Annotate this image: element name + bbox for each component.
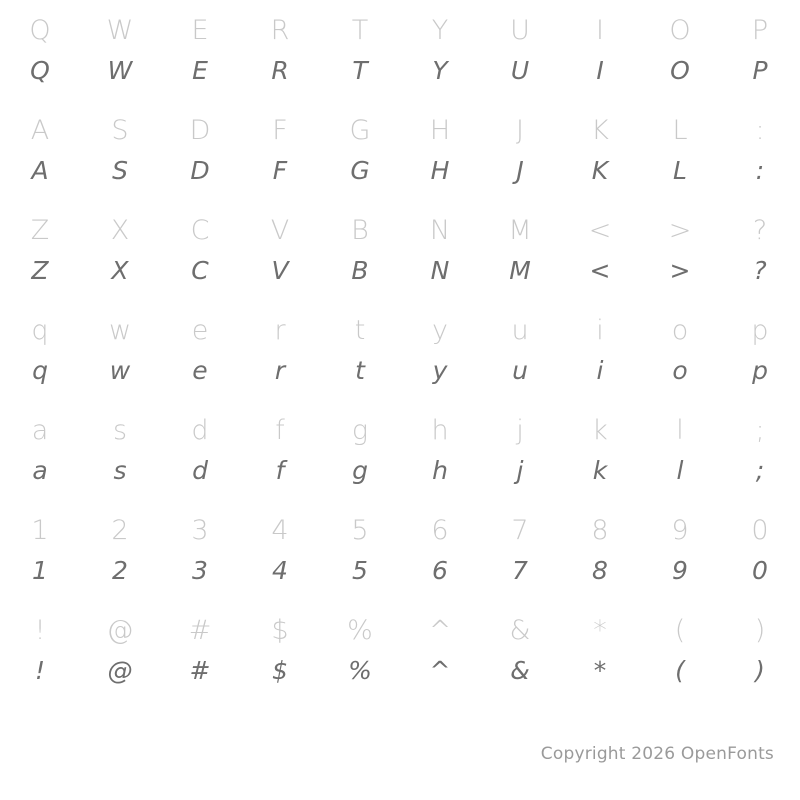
- glyph-cell: [320, 200, 400, 300]
- glyph-cell: [240, 0, 320, 100]
- glyph-cell: [0, 200, 80, 300]
- glyph-cell: [400, 600, 480, 700]
- glyph-cell: [320, 600, 400, 700]
- glyph-sample: B: [351, 255, 369, 285]
- glyph-sample: M: [509, 255, 531, 285]
- glyph-cell: [720, 500, 800, 600]
- glyph-cell: [320, 0, 400, 100]
- glyph-sample: 1: [32, 555, 48, 585]
- glyph-sample: F: [272, 155, 288, 185]
- glyph-key: C: [190, 214, 210, 246]
- glyph-sample: J: [516, 155, 524, 185]
- glyph-key: 3: [191, 514, 209, 546]
- glyph-cell: [320, 400, 400, 500]
- glyph-cell: [640, 0, 720, 100]
- glyph-key: &: [509, 614, 531, 646]
- glyph-key: D: [189, 114, 211, 146]
- glyph-sample: $: [272, 655, 288, 685]
- glyph-cell: [0, 100, 80, 200]
- glyph-sample: 3: [192, 555, 208, 585]
- glyph-key: i: [596, 314, 604, 346]
- glyph-cell: [160, 0, 240, 100]
- glyph-sample: K: [591, 155, 609, 185]
- glyph-key: Q: [29, 14, 51, 46]
- glyph-key: 2: [111, 514, 129, 546]
- glyph-key: R: [270, 14, 290, 46]
- glyph-key: T: [351, 14, 369, 46]
- glyph-sample: d: [192, 455, 208, 485]
- glyph-cell: [240, 300, 320, 400]
- glyph-sample: O: [670, 55, 690, 85]
- glyph-key: 4: [271, 514, 289, 546]
- glyph-cell: [160, 200, 240, 300]
- glyph-key: G: [349, 114, 371, 146]
- glyph-key: *: [593, 614, 607, 646]
- glyph-cell: [80, 400, 160, 500]
- glyph-key: e: [191, 314, 209, 346]
- glyph-key: (: [674, 614, 686, 646]
- copyright-notice: Copyright 2026 OpenFonts: [540, 744, 774, 764]
- glyph-sample: X: [111, 255, 129, 285]
- glyph-sample: i: [596, 355, 604, 385]
- glyph-sample: ;: [755, 455, 765, 485]
- glyph-key: l: [676, 414, 684, 446]
- glyph-cell: [400, 500, 480, 600]
- glyph-sample: 4: [272, 555, 288, 585]
- glyph-sample: %: [348, 655, 372, 685]
- glyph-key: I: [596, 14, 604, 46]
- glyph-cell: [160, 300, 240, 400]
- glyph-cell: [720, 300, 800, 400]
- glyph-key: J: [516, 114, 524, 146]
- glyph-cell: [160, 100, 240, 200]
- glyph-key: !: [34, 614, 46, 646]
- glyph-cell: [160, 400, 240, 500]
- glyph-sample: Q: [30, 55, 50, 85]
- glyph-sample: j: [516, 455, 524, 485]
- glyph-key: q: [31, 314, 49, 346]
- glyph-sample: t: [355, 355, 365, 385]
- glyph-key: N: [429, 214, 451, 246]
- glyph-key: U: [510, 14, 530, 46]
- glyph-sample: y: [432, 355, 448, 385]
- glyph-cell: [560, 500, 640, 600]
- glyph-cell: [640, 500, 720, 600]
- glyph-key: 7: [511, 514, 529, 546]
- glyph-key: :: [755, 114, 765, 146]
- glyph-key: V: [270, 214, 290, 246]
- glyph-key: p: [751, 314, 769, 346]
- glyph-key: B: [351, 214, 369, 246]
- glyph-sample: 6: [432, 555, 448, 585]
- glyph-cell: [320, 300, 400, 400]
- glyph-key: w: [108, 314, 132, 346]
- glyph-sample: *: [593, 655, 607, 685]
- glyph-sample: <: [589, 255, 611, 285]
- glyph-cell: [560, 200, 640, 300]
- glyph-cell: [320, 500, 400, 600]
- glyph-sample: A: [31, 155, 49, 185]
- glyph-sample: @: [107, 655, 133, 685]
- glyph-key: ): [754, 614, 766, 646]
- glyph-key: H: [429, 114, 451, 146]
- glyph-key: y: [432, 314, 448, 346]
- glyph-sample: T: [352, 55, 368, 85]
- glyph-key: h: [431, 414, 449, 446]
- glyph-cell: [480, 0, 560, 100]
- glyph-cell: [480, 600, 560, 700]
- glyph-key: #: [188, 614, 212, 646]
- glyph-sample: 8: [592, 555, 608, 585]
- glyph-cell: [640, 400, 720, 500]
- glyph-key: 9: [671, 514, 689, 546]
- glyph-cell: [400, 400, 480, 500]
- glyph-sample: k: [592, 455, 608, 485]
- glyph-sample: p: [752, 355, 768, 385]
- glyph-sample: L: [673, 155, 687, 185]
- glyph-key: ?: [752, 214, 768, 246]
- glyph-key: Z: [30, 214, 50, 246]
- glyph-sample: E: [192, 55, 208, 85]
- glyph-key: S: [111, 114, 129, 146]
- glyph-key: %: [347, 614, 373, 646]
- glyph-sample: I: [596, 55, 604, 85]
- glyph-cell: [80, 100, 160, 200]
- glyph-key: s: [112, 414, 128, 446]
- glyph-sample: V: [271, 255, 289, 285]
- glyph-cell: [0, 300, 80, 400]
- glyph-key: a: [31, 414, 49, 446]
- glyph-sample: (: [675, 655, 685, 685]
- glyph-cell: [480, 200, 560, 300]
- glyph-key: L: [672, 114, 688, 146]
- glyph-key: o: [671, 314, 689, 346]
- glyph-sample: s: [113, 455, 127, 485]
- glyph-key: <: [588, 214, 612, 246]
- glyph-key: 6: [431, 514, 449, 546]
- glyph-cell: [0, 500, 80, 600]
- glyph-key: g: [351, 414, 369, 446]
- glyph-key: K: [591, 114, 609, 146]
- glyph-cell: [560, 0, 640, 100]
- glyph-key: A: [30, 114, 50, 146]
- glyph-sample: r: [274, 355, 286, 385]
- glyph-key: Y: [431, 14, 449, 46]
- glyph-sample: f: [275, 455, 285, 485]
- glyph-cell: [480, 500, 560, 600]
- glyph-key: r: [274, 314, 286, 346]
- glyph-cell: [400, 300, 480, 400]
- glyph-sample: :: [755, 155, 765, 185]
- glyph-key: 0: [751, 514, 769, 546]
- glyph-cell: [480, 400, 560, 500]
- glyph-sample: 2: [112, 555, 128, 585]
- glyph-cell: [560, 600, 640, 700]
- glyph-sample: o: [672, 355, 688, 385]
- glyph-key: u: [511, 314, 529, 346]
- glyph-cell: [720, 600, 800, 700]
- glyph-sample: 0: [752, 555, 768, 585]
- glyph-sample: 5: [352, 555, 368, 585]
- glyph-key: f: [275, 414, 285, 446]
- glyph-key: 5: [351, 514, 369, 546]
- glyph-sample: 9: [672, 555, 688, 585]
- glyph-key: W: [106, 14, 134, 46]
- glyph-sample: a: [32, 455, 48, 485]
- glyph-key: 8: [591, 514, 609, 546]
- glyph-sample: R: [271, 55, 289, 85]
- glyph-key: j: [516, 414, 524, 446]
- glyph-cell: [160, 500, 240, 600]
- glyph-cell: [80, 200, 160, 300]
- glyph-sample: Y: [432, 55, 448, 85]
- glyph-cell: [240, 200, 320, 300]
- glyph-cell: [560, 400, 640, 500]
- glyph-sample: #: [189, 655, 211, 685]
- glyph-cell: [80, 600, 160, 700]
- glyph-sample: S: [112, 155, 128, 185]
- glyph-cell: [240, 600, 320, 700]
- glyph-cell: [560, 100, 640, 200]
- glyph-key: >: [668, 214, 692, 246]
- glyph-cell: [0, 0, 80, 100]
- glyph-sample: !: [34, 655, 46, 685]
- glyph-sample: P: [752, 55, 768, 85]
- glyph-key: F: [272, 114, 288, 146]
- glyph-sample: h: [432, 455, 448, 485]
- glyph-cell: [640, 200, 720, 300]
- glyph-key: ;: [755, 414, 765, 446]
- glyph-cell: [720, 100, 800, 200]
- glyph-cell: [400, 100, 480, 200]
- glyph-key: M: [508, 214, 532, 246]
- glyph-key: d: [191, 414, 209, 446]
- glyph-sample: U: [510, 55, 530, 85]
- glyph-sample: u: [512, 355, 528, 385]
- glyph-sample: Z: [31, 255, 49, 285]
- glyph-key: E: [191, 14, 209, 46]
- glyph-key: t: [354, 314, 366, 346]
- glyph-cell: [240, 500, 320, 600]
- glyph-cell: [720, 0, 800, 100]
- glyph-cell: [720, 400, 800, 500]
- glyph-key: k: [592, 414, 608, 446]
- glyph-sample: e: [192, 355, 208, 385]
- glyph-key: X: [110, 214, 130, 246]
- glyph-cell: [400, 0, 480, 100]
- glyph-sample: W: [107, 55, 133, 85]
- glyph-sample: D: [190, 155, 210, 185]
- glyph-key: ^: [428, 614, 452, 646]
- glyph-cell: [160, 600, 240, 700]
- glyph-cell: [320, 100, 400, 200]
- glyph-key: $: [271, 614, 289, 646]
- glyph-cell: [0, 400, 80, 500]
- glyph-sample: w: [109, 355, 131, 385]
- glyph-sample: N: [430, 255, 450, 285]
- glyph-cell: [80, 300, 160, 400]
- glyph-sample: H: [430, 155, 450, 185]
- glyph-cell: [720, 200, 800, 300]
- glyph-cell: [640, 600, 720, 700]
- glyph-cell: [640, 300, 720, 400]
- glyph-sample: >: [669, 255, 691, 285]
- glyph-cell: [640, 100, 720, 200]
- glyph-sample: l: [676, 455, 684, 485]
- glyph-key: @: [106, 614, 134, 646]
- glyph-key: O: [669, 14, 691, 46]
- glyph-sample: C: [191, 255, 209, 285]
- glyph-sample: ): [755, 655, 765, 685]
- glyph-sample: g: [352, 455, 368, 485]
- glyph-sample: ?: [753, 255, 767, 285]
- glyph-cell: [240, 400, 320, 500]
- glyph-cell: [80, 0, 160, 100]
- glyph-sample: q: [32, 355, 48, 385]
- glyph-cell: [480, 100, 560, 200]
- glyph-sample: G: [350, 155, 370, 185]
- glyph-key: 1: [31, 514, 49, 546]
- glyph-cell: [80, 500, 160, 600]
- glyph-cell: [0, 600, 80, 700]
- glyph-cell: [240, 100, 320, 200]
- glyph-key: P: [751, 14, 769, 46]
- glyph-sample: &: [510, 655, 530, 685]
- glyph-sample: 7: [512, 555, 528, 585]
- glyph-cell: [400, 200, 480, 300]
- glyph-cell: [560, 300, 640, 400]
- glyph-cell: [480, 300, 560, 400]
- glyph-sample: ^: [429, 655, 451, 685]
